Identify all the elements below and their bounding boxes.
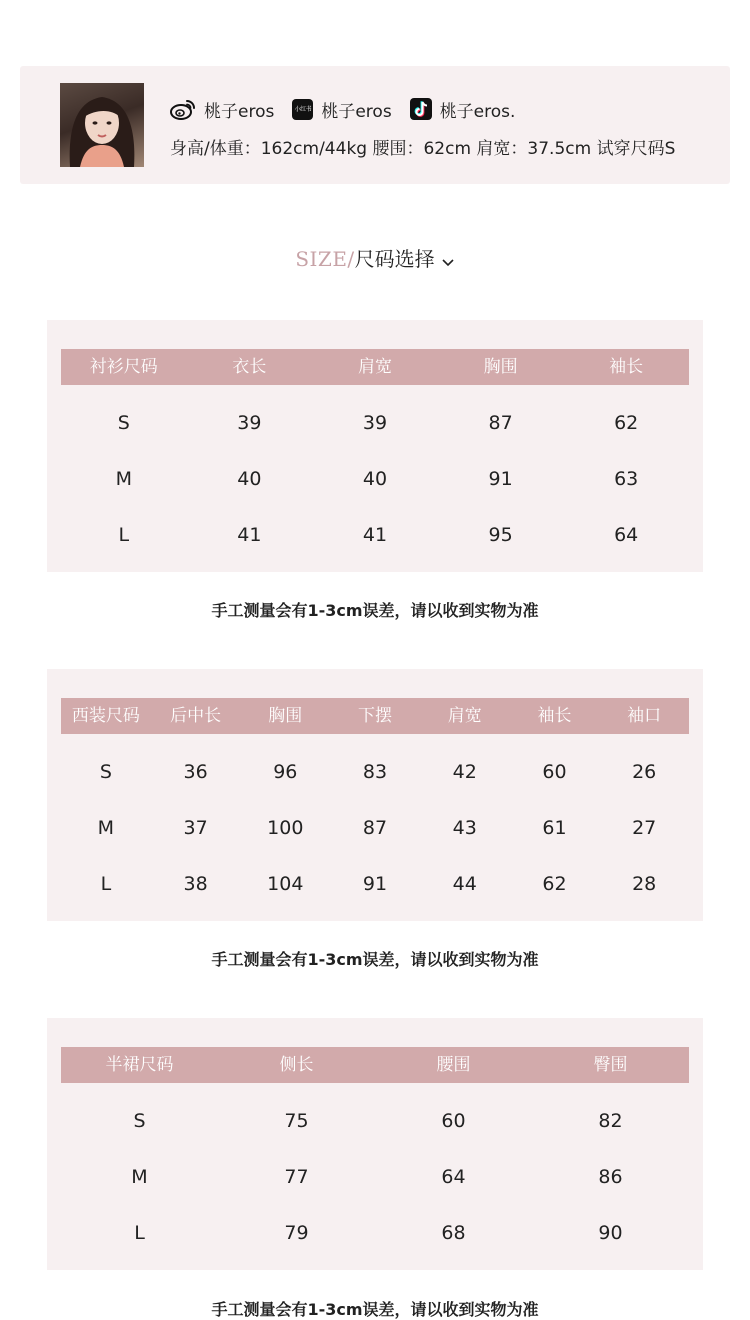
header-cell: 胸围 (483, 357, 518, 377)
header-cell: 腰围 (436, 1055, 471, 1075)
measurement-note: 手工测量会有1-3cm误差，请以收到实物为准 (211, 1300, 539, 1319)
size-selector-heading[interactable] (0, 244, 750, 276)
table-cell: 39 (237, 412, 262, 434)
header-cell: 后中长 (170, 706, 222, 726)
table-row (61, 856, 689, 912)
table-cell: 104 (267, 873, 304, 895)
header-cell: 袖口 (627, 706, 662, 726)
table-cell: 87 (488, 412, 513, 434)
table-cell: L (118, 524, 130, 546)
size-heading-en: SIZE/ (295, 247, 355, 271)
measurement-note: 手工测量会有1-3cm误差，请以收到实物为准 (211, 601, 539, 620)
xiaohongshu-icon (292, 99, 313, 120)
table-cell: 95 (488, 524, 513, 546)
table-cell: 27 (632, 817, 657, 839)
table-cell: L (100, 873, 112, 895)
table-row (61, 1149, 689, 1205)
table-cell: S (133, 1110, 146, 1132)
table-body (61, 395, 689, 563)
model-measurements: 身高/体重：162cm/44kg 腰围：62cm 肩宽：37.5cm 试穿尺码S (170, 139, 676, 159)
header-cell: 下摆 (358, 706, 393, 726)
table-row (61, 395, 689, 451)
header-cell: 袖长 (537, 706, 572, 726)
table-cell: 26 (632, 761, 657, 783)
table-cell: 41 (362, 524, 388, 546)
suit-size-table (47, 669, 703, 921)
table-cell: L (134, 1222, 145, 1244)
table-cell: 87 (362, 817, 388, 839)
table-cell: S (117, 412, 130, 434)
table-body (61, 744, 689, 912)
table-cell: 96 (273, 761, 298, 783)
table-row (61, 507, 689, 563)
table-row (61, 1093, 689, 1149)
douyin-account[interactable] (410, 97, 516, 122)
table-cell: 82 (598, 1110, 623, 1132)
header-cell: 衣长 (232, 357, 267, 377)
table-header (61, 1047, 689, 1083)
table-cell: 36 (183, 761, 208, 783)
header-cell: 肩宽 (447, 706, 482, 726)
douyin-name: 桃子eros. (439, 101, 516, 122)
table-cell: 86 (598, 1166, 623, 1188)
weibo-account[interactable] (170, 97, 274, 122)
table-row (61, 1205, 689, 1261)
table-body (61, 1093, 689, 1261)
table-cell: M (97, 817, 115, 839)
table-cell: 38 (183, 873, 208, 895)
xiaohongshu-icon-text: 小红书 (292, 99, 313, 120)
table-cell: 100 (267, 817, 304, 839)
table-cell: 62 (614, 412, 639, 434)
header-cell: 衬衫尺码 (89, 357, 158, 377)
table-cell: 60 (441, 1110, 466, 1132)
header-cell: 肩宽 (357, 357, 392, 377)
table-cell: 91 (488, 468, 513, 490)
header-cell: 西装尺码 (71, 706, 140, 726)
header-cell: 半裙尺码 (105, 1055, 174, 1075)
header-cell: 臀围 (593, 1055, 628, 1075)
size-heading-zh: 尺码选择 (354, 247, 435, 271)
table-cell: 68 (441, 1222, 466, 1244)
shirt-size-table (47, 320, 703, 572)
table-row (61, 800, 689, 856)
table-cell: 43 (452, 817, 477, 839)
table-cell: 83 (362, 761, 388, 783)
table-cell: M (115, 468, 132, 490)
table-cell: 64 (441, 1166, 466, 1188)
table-header (61, 698, 689, 734)
model-avatar (60, 83, 144, 167)
table-cell: 77 (284, 1166, 309, 1188)
table-cell: 37 (183, 817, 208, 839)
header-cell: 胸围 (268, 706, 303, 726)
header-cell: 袖长 (609, 357, 644, 377)
douyin-icon (410, 98, 432, 120)
table-cell: 44 (452, 873, 477, 895)
table-row (61, 744, 689, 800)
table-cell: 41 (237, 524, 262, 546)
table-cell: S (99, 761, 112, 783)
table-cell: 91 (362, 873, 388, 895)
table-cell: 39 (362, 412, 388, 434)
table-cell: 63 (614, 468, 639, 490)
table-cell: 90 (598, 1222, 623, 1244)
table-cell: 62 (542, 873, 567, 895)
table-cell: M (131, 1166, 148, 1188)
table-cell: 60 (542, 761, 567, 783)
xiaohongshu-account[interactable] (292, 97, 391, 122)
weibo-icon (170, 98, 196, 120)
xiaohongshu-name: 桃子eros (321, 101, 392, 122)
table-cell: 75 (284, 1110, 309, 1132)
table-cell: 40 (237, 468, 262, 490)
table-cell: 61 (542, 817, 567, 839)
table-cell: 28 (632, 873, 657, 895)
table-cell: 40 (362, 468, 388, 490)
table-cell: 79 (284, 1222, 309, 1244)
table-cell: 42 (452, 761, 477, 783)
skirt-size-table (47, 1018, 703, 1270)
social-accounts (170, 96, 533, 122)
table-cell: 64 (614, 524, 639, 546)
chevron-down-icon (441, 246, 455, 276)
measurement-note: 手工测量会有1-3cm误差，请以收到实物为准 (211, 950, 539, 969)
table-row (61, 451, 689, 507)
weibo-name: 桃子eros (204, 101, 275, 122)
header-cell: 侧长 (279, 1055, 314, 1075)
model-profile-card (20, 66, 730, 184)
table-header (61, 349, 689, 385)
